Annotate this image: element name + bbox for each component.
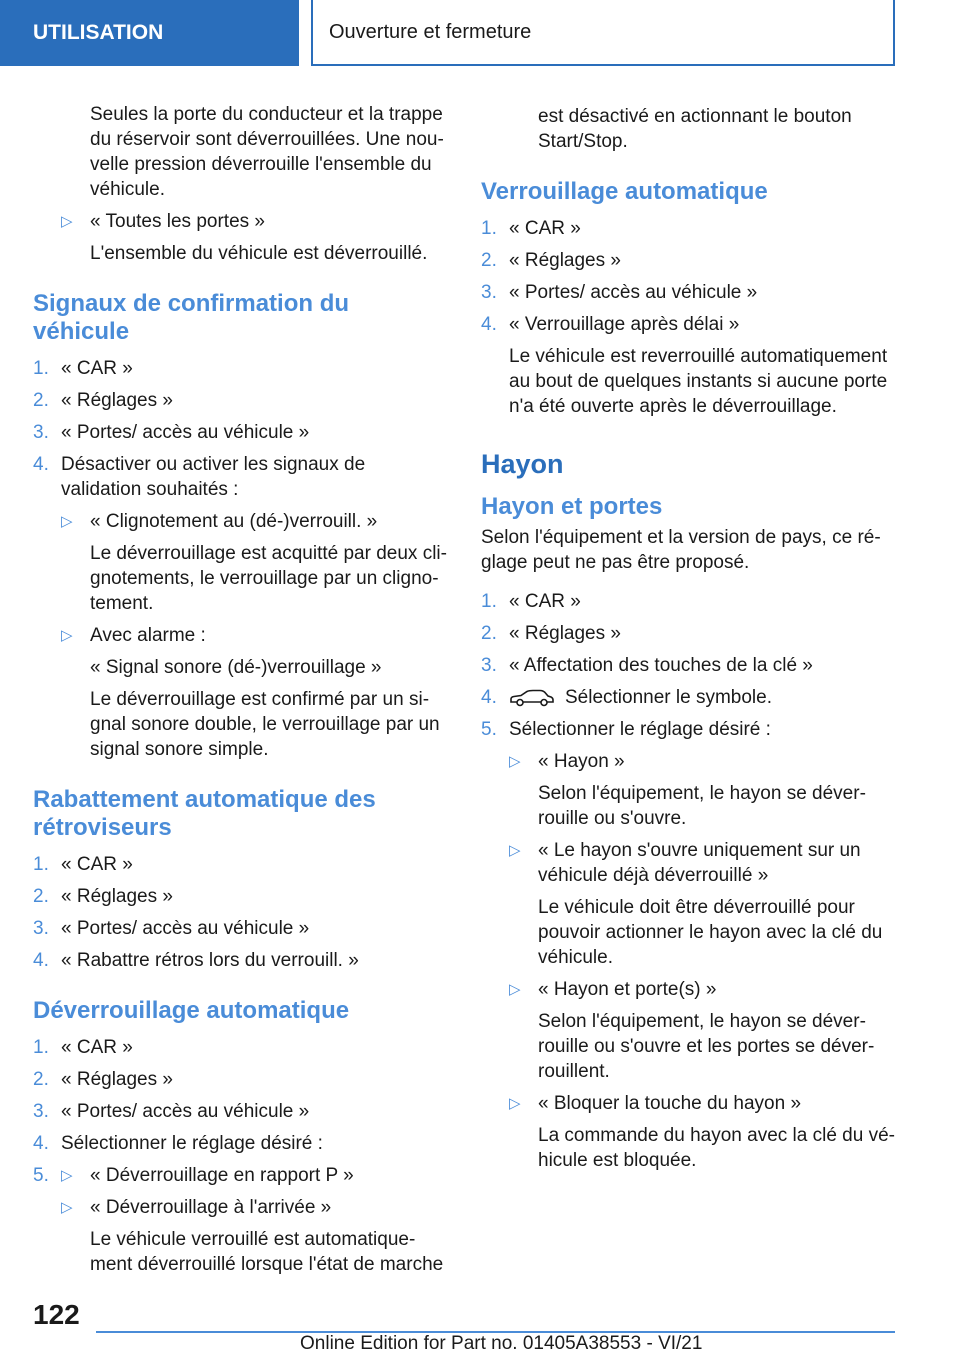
triangle-bullet-icon: ▷ [61,213,73,230]
step-number: 3. [33,1101,49,1122]
list-item [61,509,448,616]
list-item [481,717,896,1180]
list-item [33,1131,448,1156]
list-item [481,248,896,273]
list-item [61,1163,448,1188]
list-item [61,1195,448,1277]
step-text: « Rabattre rétros lors du verrouill. » [61,950,359,971]
step-number: 2. [33,390,49,411]
triangle-bullet-icon: ▷ [61,1167,73,1184]
footer-edition: Online Edition for Part no. 01405A38553 - VI/21 [300,1333,703,1354]
section-heading: Rabattement automatique des rétroviseurs [33,786,376,841]
step-number: 3. [481,282,497,303]
step-number: 2. [481,623,497,644]
step-number: 1. [481,591,497,612]
right-column [481,104,896,1187]
step-text: « Réglages » [61,886,173,907]
step-number: 2. [33,886,49,907]
list-item [33,452,448,502]
chapter-header [311,0,895,66]
step-number: 3. [33,918,49,939]
step-number: 4. [481,687,497,708]
step-number: 5. [481,719,497,740]
step-text: Désactiver ou activer les signaux de validation souhaités : [61,454,366,500]
step-text: « Réglages » [509,623,621,644]
list-item [33,916,448,941]
step-text: « Portes/ accès au véhicule » [61,422,310,443]
list-item [481,653,896,678]
list-item [33,948,448,973]
option-label: « Déverrouillage en rapport P » [90,1165,354,1186]
list-item [33,884,448,909]
list-item [33,1035,448,1060]
list-item [481,685,896,710]
step-number: 2. [481,250,497,271]
step-number: 1. [481,218,497,239]
section-heading: Verrouillage automatique [481,178,768,205]
list-item [481,216,896,241]
step-text: « CAR » [61,1037,133,1058]
chapter-title: Ouverture et fermeture [329,20,532,43]
intro-paragraph: Seules la porte du conducteur et la trappe du réservoir sont déverrouillées. Une nouvelle pression déverrouille l'ensemble du véhicule. [90,104,444,200]
list-item [509,749,896,831]
step-text: « Verrouillage après délai » [509,314,740,335]
list-item [33,420,448,445]
step-text: « CAR » [509,218,581,239]
step-text: « Portes/ accès au véhicule » [509,282,758,303]
option-value: « Signal sonore (dé-)verrouillage » [90,657,382,678]
step-number: 2. [33,1069,49,1090]
option-description: Le déverrouillage est acquitté par deux clignotements, le verrouillage par un clignotement. [90,543,447,614]
step-text: Sélectionner le réglage désiré : [509,719,771,740]
chapter-heading: Hayon [481,449,564,479]
left-column [33,102,448,1291]
list-item [33,388,448,413]
option-description: Selon l'équipement, le hayon se déverrouille ou s'ouvre. [538,783,866,829]
car-icon [509,689,555,707]
list-item [509,977,896,1084]
list-item [481,621,896,646]
list-item [481,589,896,614]
triangle-bullet-icon: ▷ [61,1199,73,1216]
list-item [509,838,896,970]
step-text: « CAR » [61,358,133,379]
step-text: « CAR » [509,591,581,612]
list-item [33,1099,448,1124]
triangle-bullet-icon: ▷ [509,1095,521,1112]
list-item [509,1091,896,1173]
list-item [33,1067,448,1092]
list-item [33,1163,448,1284]
page-number: 122 [33,1299,80,1330]
option-description: Le véhicule doit être déverrouillé pour pouvoir actionner le hayon avec la clé du véhicule. [538,897,883,968]
step-text: « Portes/ accès au véhicule » [61,1101,310,1122]
continued-paragraph: est désactivé en actionnant le bouton Start/Stop. [538,106,852,152]
step-number: 4. [481,314,497,335]
option-description: Le déverrouillage est confirmé par un signal sonore double, le verrouillage par un signal sonore simple. [90,689,440,760]
step-text: « Réglages » [61,390,173,411]
list-item [61,623,448,762]
option-label: « Hayon et porte(s) » [538,979,717,1000]
section-heading: Hayon et portes [481,493,663,520]
step-text: « Réglages » [509,250,621,271]
step-number: 1. [33,1037,49,1058]
option-description: L'ensemble du véhicule est déverrouillé. [90,243,428,264]
step-number: 4. [33,1133,49,1154]
section-title: UTILISATION [33,21,164,44]
section-intro: Selon l'équipement et la version de pays, ce réglage peut ne pas être proposé. [481,527,881,573]
step-number: 1. [33,358,49,379]
option-label: « Bloquer la touche du hayon » [538,1093,802,1114]
list-item [481,312,896,419]
step-number: 3. [33,422,49,443]
triangle-bullet-icon: ▷ [509,753,521,770]
step-number: 3. [481,655,497,676]
step-text: « Affectation des touches de la clé » [509,655,813,676]
option-label: « Le hayon s'ouvre uniquement sur un véhicule déjà déverrouillé » [538,840,861,886]
step-text: « Portes/ accès au véhicule » [61,918,310,939]
triangle-bullet-icon: ▷ [61,513,73,530]
list-item [33,852,448,877]
step-text: « CAR » [61,854,133,875]
option-label: « Clignotement au (dé-)verrouill. » [90,511,378,532]
option-label: « Hayon » [538,751,625,772]
section-heading: Signaux de confirmation du véhicule [33,290,350,345]
option-label: Avec alarme : [90,625,206,646]
step-description: Le véhicule est reverrouillé automatiquement au bout de quelques instants si aucune porte n'a été ouverte après le déverrouillage. [509,346,888,417]
step-number: 4. [33,454,49,475]
step-number: 5. [33,1165,49,1186]
option-description: Le véhicule verrouillé est automatiquement déverrouillé lorsque l'état de marche [90,1229,444,1275]
option-label: « Déverrouillage à l'arrivée » [90,1197,332,1218]
triangle-bullet-icon: ▷ [509,981,521,998]
triangle-bullet-icon: ▷ [61,627,73,644]
list-item [33,356,448,381]
option-label: « Toutes les portes » [90,211,265,232]
section-heading: Déverrouillage automatique [33,997,350,1024]
step-number: 4. [33,950,49,971]
list-item [481,280,896,305]
step-number: 1. [33,854,49,875]
option-description: Selon l'équipement, le hayon se déverrouille ou s'ouvre et les portes se déverrouillent. [538,1011,875,1082]
section-tab [0,0,299,66]
step-text: Sélectionner le symbole. [565,687,772,708]
option-description: La commande du hayon avec la clé du véhicule est bloquée. [538,1125,895,1171]
list-item [61,209,448,266]
step-text: Sélectionner le réglage désiré : [61,1133,323,1154]
triangle-bullet-icon: ▷ [509,842,521,859]
step-text: « Réglages » [61,1069,173,1090]
